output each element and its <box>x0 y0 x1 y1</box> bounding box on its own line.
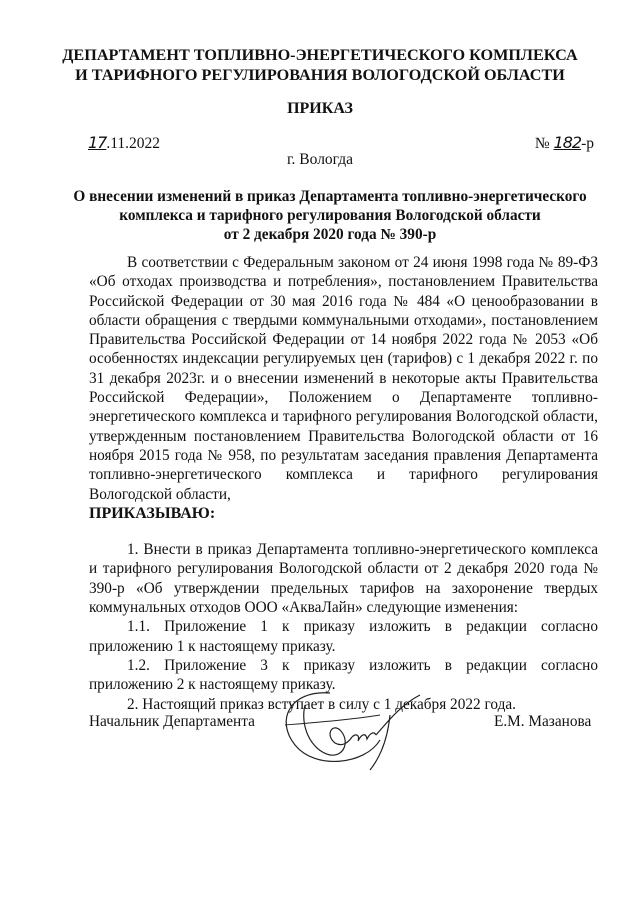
number-prefix: № <box>534 135 554 152</box>
item-2-paragraph: 2. Настоящий приказ вступает в силу с 1 декабря 2022 года. <box>127 695 516 713</box>
city: г. Вологда <box>286 151 354 168</box>
subject-line-1: О внесении изменений в приказ Департамента топливно-энергетического <box>73 188 587 205</box>
department-header <box>40 45 600 85</box>
order-title: ПРИКАЗ <box>287 100 353 117</box>
item-1-paragraph: 1. Внести в приказ Департамента топливно-энергетического комплекса и тарифного регулирования Вологодской области от 2 декабря 2020 года № 390-р «Об утверждении предельных тарифов на захоронение твердых коммунальных отходов ООО «АкваЛайн» следующие изменения: <box>89 541 598 617</box>
item-1-2-paragraph: 1.2. Приложение 3 к приказу изложить в редакции согласно приложению 2 к настоящему приказу. <box>89 656 598 694</box>
signatory-name: Е.М. Мазанова <box>494 713 592 730</box>
subject-line-3: от 2 декабря 2020 года № 390-р <box>223 226 437 243</box>
preamble-paragraph: В соответствии с Федеральным законом от 24 июня 1998 года № 89-ФЗ «Об отходах производства и потребления», постановлением Правительства Российской Федерации от 30 мая 2016 года № 484 «О ценообразовании в области обращения с твердыми коммунальными отходами», постановлением Правительства Российской Федерации от 14 ноября 2022 года № 2053 «Об особенностях индексации регулируемых цен (тарифов) с 1 декабря 2022 г. по 31 декабря 2023г. и о внесении изменений в некоторые акты Правительства Российской Федерации», Положением о Департаменте топливно-энергетического комплекса и тарифного регулирования Вологодской области, утвержденным постановлением Правительства Вологодской области от 16 ноября 2015 года № 958, по результатам заседания правления Департамента топливно-энергетического комплекса и тарифного регулирования Вологодской области, <box>89 254 598 503</box>
order-number <box>535 133 594 153</box>
header-line-2: И ТАРИФНОГО РЕГУЛИРОВАНИЯ ВОЛОГОДСКОЙ ОБЛАСТИ <box>75 66 565 84</box>
orders-word: ПРИКАЗЫВАЮ: <box>89 504 216 522</box>
order-date <box>88 133 160 153</box>
order-subject <box>70 187 590 244</box>
subject-line-2: комплекса и тарифного регулирования Вологодской области <box>119 207 541 224</box>
order-body <box>89 253 598 714</box>
number-handwritten: 182 <box>553 133 582 152</box>
signatory-title: Начальник Департамента <box>89 713 255 730</box>
header-line-1: ДЕПАРТАМЕНТ ТОПЛИВНО-ЭНЕРГЕТИЧЕСКОГО КОМПЛЕКСА <box>62 46 578 64</box>
item-1-1-paragraph: 1.1. Приложение 1 к приказу изложить в редакции согласно приложению 1 к настоящему приказу. <box>89 618 598 655</box>
handwritten-signature-icon <box>270 685 440 775</box>
date-day-handwritten: 17 <box>88 133 107 152</box>
number-suffix: -р <box>581 135 594 152</box>
paragraph-gap <box>89 523 598 540</box>
date-rest: .11.2022 <box>106 135 161 152</box>
